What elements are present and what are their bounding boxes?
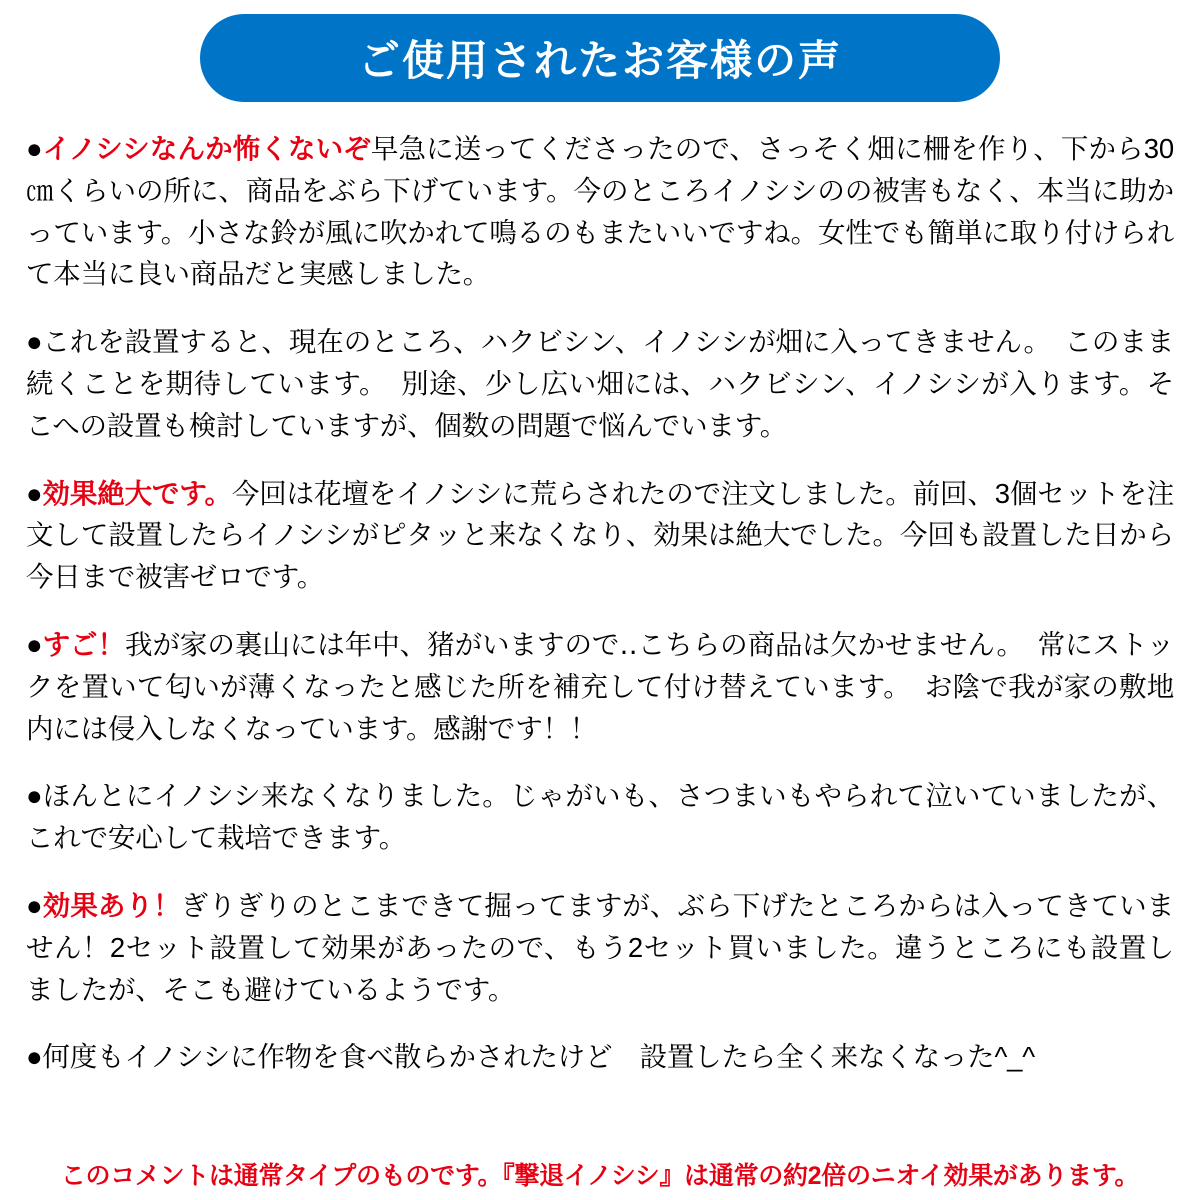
review-highlight: 効果絶大です。 bbox=[42, 477, 232, 509]
list-item bbox=[26, 624, 1174, 749]
list-item bbox=[26, 885, 1174, 1010]
review-body: 今回は花壇をイノシシに荒らされたので注文しました。前回、3個セットを注文して設置したらイノシシがピタッと来なくなり、効果は絶大でした。今回も設置した日から今日まで被害ゼロです。 bbox=[26, 477, 1174, 593]
header-area bbox=[0, 0, 1200, 102]
footnote-text: このコメントは通常タイプのものです。『撃退イノシシ』は通常の約2倍のニオイ効果があります。 bbox=[60, 1162, 1140, 1190]
review-highlight: すご！ bbox=[42, 628, 125, 660]
page-title: ご使用されたお客様の声 bbox=[200, 14, 1000, 102]
review-body: これを設置すると、現在のところ、ハクビシン、イノシシが畑に入ってきません。 このまま続くことを期待しています。 別途、少し広い畑には、ハクビシン、イノシシが入ります。そこへの設置も検討していますが、個数の問題で悩んでいます。 bbox=[26, 326, 1174, 441]
bullet-marker: ● bbox=[26, 133, 43, 164]
list-item bbox=[26, 775, 1174, 859]
review-body: ほんとにイノシシ来なくなりました。じゃがいも、さつまいもやられて泣いていましたが、これで安心して栽培できます。 bbox=[26, 780, 1174, 854]
list-item bbox=[26, 321, 1174, 446]
bullet-marker: ● bbox=[26, 1041, 43, 1073]
bullet-marker: ● bbox=[26, 780, 43, 812]
list-item bbox=[26, 128, 1174, 295]
bullet-marker: ● bbox=[26, 628, 43, 660]
bullet-marker: ● bbox=[26, 477, 43, 509]
review-list bbox=[0, 102, 1200, 1078]
list-item bbox=[26, 1036, 1174, 1078]
review-highlight: イノシシなんか怖くないぞ bbox=[42, 133, 371, 164]
review-body: 早急に送ってくださったので、さっそく畑に柵を作り、下から30㎝くらいの所に、商品をぶら下げています。今のところイノシシのの被害もなく、本当に助かっています。小さな鈴が風に吹かれて鳴るのもまたいいですね。女性でも簡単に取り付けられて本当に良い商品だと実感しました。 bbox=[26, 133, 1174, 290]
bullet-marker: ● bbox=[26, 889, 43, 921]
review-body: 我が家の裏山には年中、猪がいますので‥こちらの商品は欠かせません。 常にストックを置いて匂いが薄くなったと感じた所を補充して付け替えています。 お陰で我が家の敷地内には侵入しなくなっています。感謝です！！ bbox=[26, 628, 1174, 744]
bullet-marker: ● bbox=[26, 326, 43, 358]
review-body: 何度もイノシシに作物を食べ散らかされたけど 設置したら全く来なくなった^_^ bbox=[42, 1041, 1035, 1073]
review-body: ぎりぎりのとこまできて掘ってますが、ぶら下げたところからは入ってきていません！2セット設置して効果があったので、もう2セット買いました。違うところにも設置しましたが、そこも避けているようです。 bbox=[26, 889, 1174, 1005]
list-item bbox=[26, 473, 1174, 598]
review-highlight: 効果あり！ bbox=[42, 889, 181, 921]
